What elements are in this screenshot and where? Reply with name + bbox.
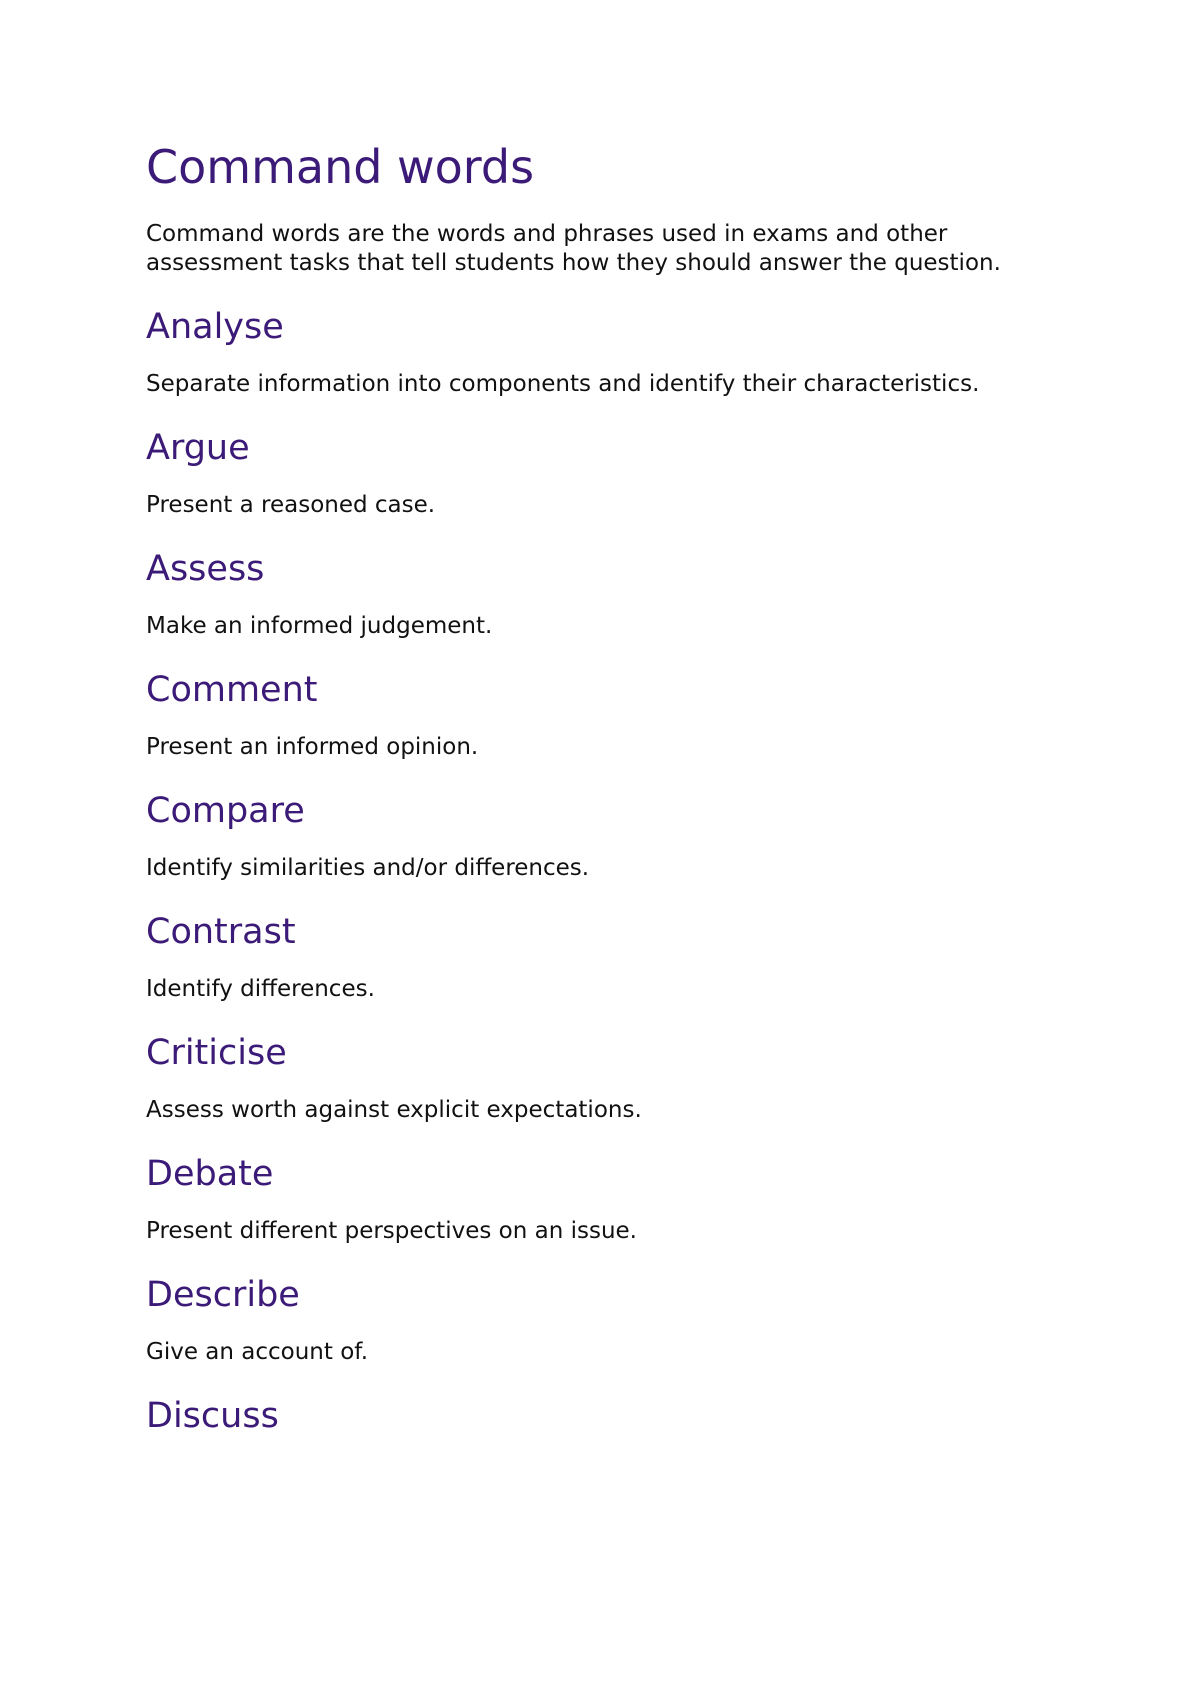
term-heading: Discuss	[146, 1396, 279, 1437]
term-entry-argue	[146, 399, 1086, 520]
term-definition: Present an informed opinion.	[146, 734, 479, 761]
page-title: Command words	[146, 140, 535, 194]
term-heading: Describe	[146, 1275, 300, 1316]
term-heading: Debate	[146, 1154, 274, 1195]
term-entry-compare	[146, 762, 1086, 883]
term-heading: Criticise	[146, 1033, 287, 1074]
term-heading: Comment	[146, 670, 318, 711]
term-definition: Identify differences.	[146, 976, 375, 1003]
term-heading: Compare	[146, 791, 305, 832]
term-heading: Argue	[146, 428, 250, 469]
term-heading: Analyse	[146, 307, 284, 348]
term-entry-discuss	[146, 1367, 1086, 1437]
term-entry-debate	[146, 1125, 1086, 1246]
term-definition: Separate information into components and identify their characteristics.	[146, 371, 980, 398]
term-heading: Assess	[146, 549, 265, 590]
term-entry-comment	[146, 641, 1086, 762]
term-entry-analyse	[146, 278, 1086, 399]
document-page	[146, 140, 1086, 1437]
term-definition: Present different perspectives on an issue.	[146, 1218, 637, 1245]
term-definition: Make an informed judgement.	[146, 613, 493, 640]
term-definition: Identify similarities and/or differences.	[146, 855, 590, 882]
term-definition: Assess worth against explicit expectations.	[146, 1097, 642, 1124]
term-definition: Give an account of.	[146, 1339, 369, 1366]
term-entry-criticise	[146, 1004, 1086, 1125]
intro-paragraph: Command words are the words and phrases used in exams and other assessment tasks that tell students how they should answer the question.	[146, 221, 1001, 277]
term-entry-contrast	[146, 883, 1086, 1004]
term-heading: Contrast	[146, 912, 296, 953]
term-entry-assess	[146, 520, 1086, 641]
term-entry-describe	[146, 1246, 1086, 1367]
term-definition: Present a reasoned case.	[146, 492, 436, 519]
